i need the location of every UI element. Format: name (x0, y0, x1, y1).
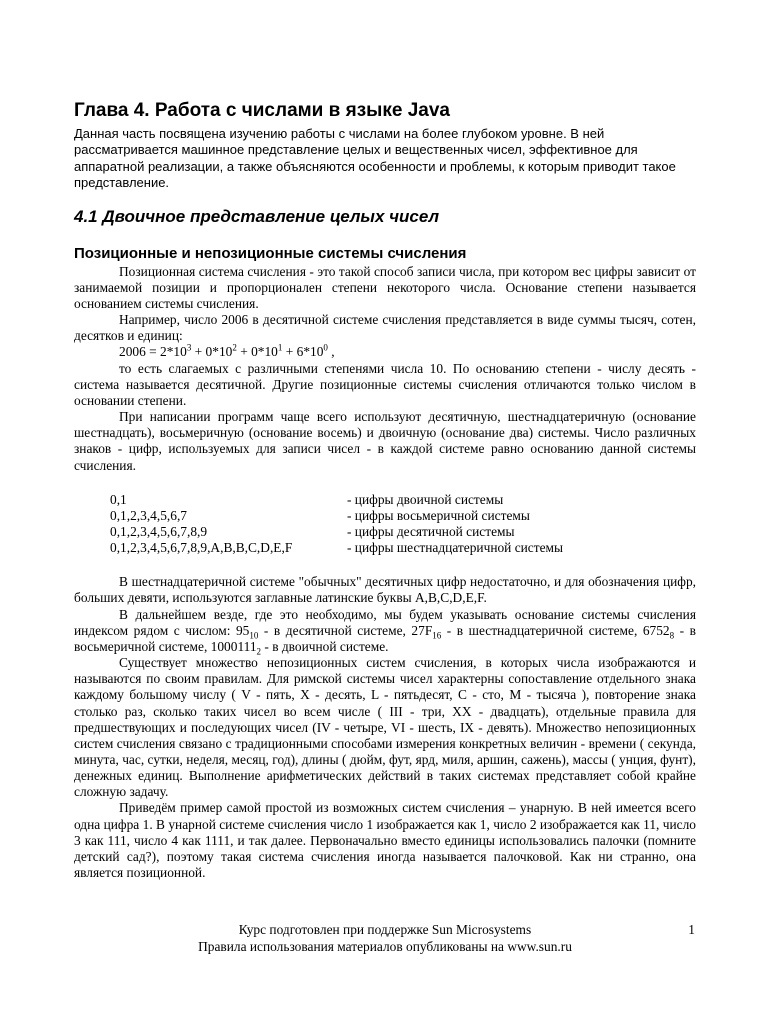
paragraph: Например, число 2006 в десятичной системе счисления представляется в виде суммы тысяч, сотен, десятков и единиц: (74, 312, 696, 344)
table-row (110, 540, 563, 556)
paragraph: Существует множество непозиционных систем счисления, в которых числа изображаются и называются по своим правилам. Для римской системы чисел характерны сопоставление отдельного знака каждому большому числу ( V - пять, X - десять, L - пятьдесят, C - сто, M - тысяча ), повторение знака столько раз, сколько таких чисел во всем числе ( III - три, XX - двадцать), отдельные правила для предшествующих и последующих чисел (IV - четыре, VI - шесть, IX - девять). Множество непозиционных систем счисления связано с традиционными способами измерения конкретных величин - времени ( секунда, минута, час, сутки, неделя, месяц, год), длины ( дюйм, фут, ярд, миля, аршин, сажень), массы ( унция, фунт), денежных единиц. Выполнение арифметических действий в таких системах представляет собой крайне сложную задачу. (74, 655, 696, 800)
body-text (74, 264, 696, 882)
paragraph: В дальнейшем везде, где это необходимо, мы будем указывать основание системы счисления индексом рядом с числом: $95_{10}$ - в десятичной системе, $27F_{16}$ - в шестнадцатеричной системе, $6752_8$ - в восьмеричной системе, $1000111_2$ - в двоичной системе. (74, 606, 696, 657)
digits-cell: 0,1,2,3,4,5,6,7 (110, 507, 187, 523)
paragraph: В шестнадцатеричной системе "обычных" десятичных цифр недостаточно, и для обозначения цифр, больших девяти, используются заглавные латинские буквы A,B,C,D,E,F. (74, 574, 696, 606)
paragraph: При написании программ чаще всего используют десятичную, шестнадцатеричную (основание шестнадцать), восьмеричную (основание восемь) и двоичную (основание два) системы. Число различных знаков - цифр, используемых для записи чисел - в каждой системе равно основанию данной системы счисления. (74, 409, 696, 473)
digits-cell: 0,1,2,3,4,5,6,7,8,9 (110, 523, 208, 539)
formula: $2006 = 2*10^3 + 0*10^2 + 0*10^1 + 6*10^0$ , (119, 342, 335, 360)
chapter-title: Глава 4. Работа с числами в языке Java (74, 100, 450, 121)
footer-sponsor: Курс подготовлен при поддержке Sun Microsystems (238, 922, 532, 937)
page-footer (74, 921, 696, 955)
digits-table (110, 492, 563, 557)
chapter-intro: Данная часть посвящена изучению работы с числами на более глубоком уровне. В ней рассматривается машинное представление целых и вещественных чисел, эффективное для аппаратной реализации, а также объясняются особенности и проблемы, к которым приводит такое представление. (74, 126, 676, 191)
document-page (74, 98, 696, 881)
digits-cell: 0,1,2,3,4,5,6,7,8,9,A,B,B,C,D,E,F (110, 540, 293, 556)
section-title: 4.1 Двоичное представление целых чисел (74, 206, 440, 226)
description-cell: - цифры двоичной системы (347, 491, 504, 507)
footer-license: Правила использования материалов опубликованы на www.sun.ru (198, 939, 572, 954)
paragraph: Приведём пример самой простой из возможных систем счисления – унарную. В ней имеется всего одна цифра 1. В унарной системе счисления число 1 изображается как 1, число 2 изображается как 11, число 3 как 111, число 4 как 1111, и так далее. Первоначально вместо единицы использовались палочки (помните детский сад?), поэтому такая система счисления иногда называется палочковой. Как ни странно, она является позиционной. (74, 800, 696, 881)
description-cell: - цифры шестнадцатеричной системы (347, 540, 564, 556)
paragraph: Позиционная система счисления - это такой способ записи числа, при котором вес цифры зависит от занимаемой позиции и пропорционален степени некоторого числа. Основание степени называется основанием системы счисления. (74, 263, 696, 311)
digits-cell: 0,1 (110, 491, 127, 507)
page-number: 1 (688, 922, 695, 937)
description-cell: - цифры десятичной системы (347, 523, 515, 539)
table-row (110, 508, 563, 524)
paragraph: то есть слагаемых с различными степенями числа 10. По основанию степени - числу десять - система называется десятичной. Другие позиционные системы счисления отличаются только числом в основании степени. (74, 360, 696, 408)
table-row (110, 524, 563, 540)
description-cell: - цифры восьмеричной системы (347, 507, 530, 523)
subsection-title: Позиционные и непозиционные системы счисления (74, 244, 467, 262)
table-row (110, 492, 563, 508)
